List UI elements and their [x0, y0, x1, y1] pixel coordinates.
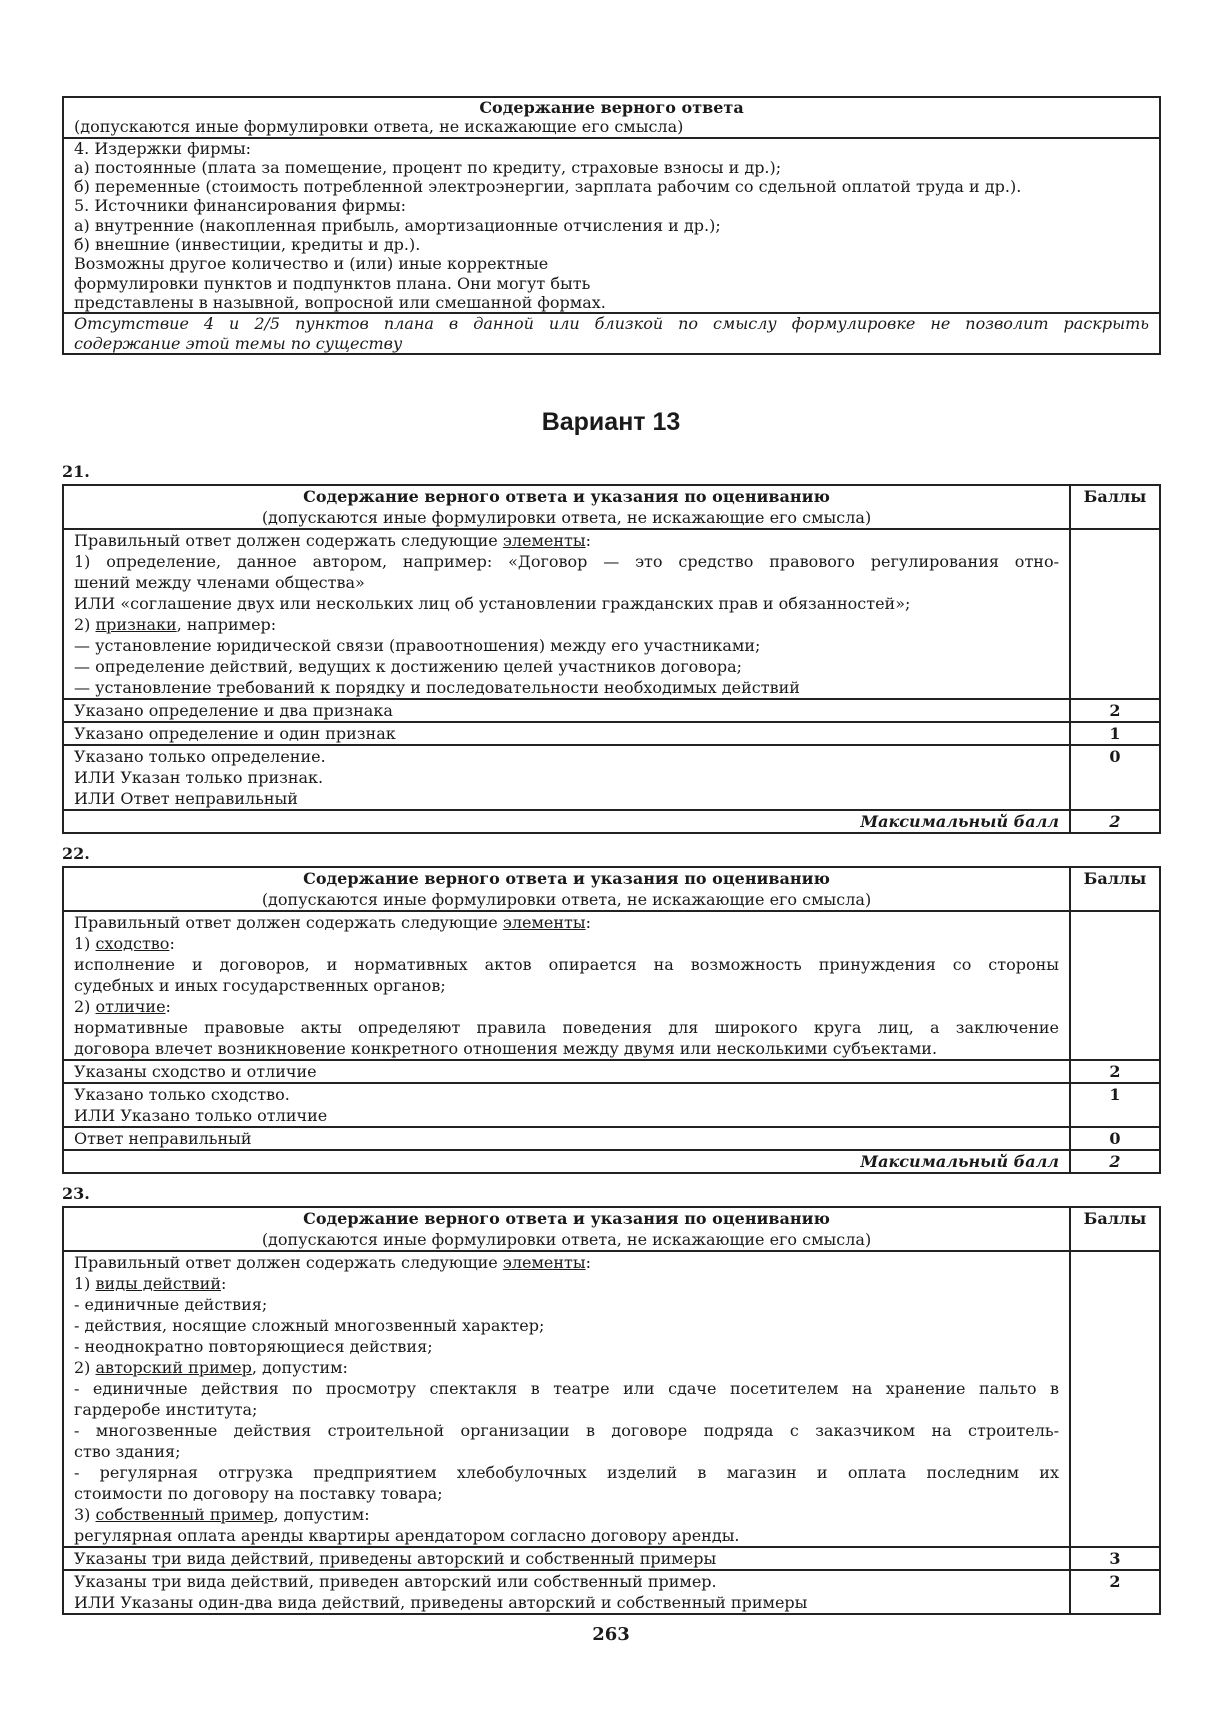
line-text: 2) [74, 1358, 96, 1377]
score-cell [1069, 1128, 1159, 1149]
content-row [64, 137, 1159, 313]
max-score-row [64, 809, 1159, 832]
header-subtitle: (допускаются иные формулировки ответа, не искажающие его смысла) [261, 890, 872, 909]
score-cell [1069, 1061, 1159, 1082]
score-cell [1069, 912, 1159, 1059]
score-value: 2 [1109, 1572, 1121, 1591]
text-line [74, 1525, 1059, 1546]
header-subtitle: (допускаются иные формулировки ответа, не искажающие его смысла) [261, 508, 872, 527]
question-table [62, 484, 1161, 834]
line-text: - единичные действия по просмотру спектакля в театре или сдаче посетителем на хранение пальто в [74, 1379, 1059, 1398]
text-line [74, 677, 1059, 698]
text-line: а) внутренние (накопленная прибыль, амортизационные отчисления и др.); [74, 215, 721, 235]
header-title: Содержание верного ответа и указания по оцениванию [303, 1209, 830, 1228]
max-label-cell [64, 1151, 1069, 1172]
score-cell [1069, 700, 1159, 721]
content-cell [64, 139, 1159, 313]
criterion-cell [64, 723, 1069, 744]
line-text: — установление требований к порядку и последовательности необходимых действий [74, 678, 800, 697]
max-score-value: 2 [1109, 1152, 1121, 1171]
text-line [74, 593, 1059, 614]
text-line [74, 1441, 1059, 1462]
text-line [74, 1252, 1059, 1273]
criterion-text: Указаны сходство и отличие [74, 1062, 317, 1081]
underlined-term: признаки [95, 615, 177, 634]
header-cell [64, 868, 1069, 910]
criterion-text: ИЛИ Указан только признак. [74, 768, 324, 787]
text-line [74, 1294, 1059, 1315]
text-line [74, 551, 1059, 572]
line-text: ство здания; [74, 1442, 181, 1461]
answer-table-top [62, 96, 1161, 355]
line-text: 1) [74, 934, 96, 953]
line-text: , например: [176, 615, 277, 634]
content-row [64, 1250, 1159, 1546]
header-cell [64, 486, 1069, 528]
note-row [64, 312, 1159, 353]
score-row [64, 744, 1159, 809]
criterion-cell [64, 1548, 1069, 1569]
text-line: б) внешние (инвестиции, кредиты и др.). [74, 235, 421, 255]
line-text: Правильный ответ должен содержать следующие [74, 531, 503, 550]
criterion-cell [64, 1084, 1069, 1126]
question-table [62, 866, 1161, 1174]
text-line: 4. Издержки фирмы: [74, 138, 252, 158]
text-line [74, 1357, 1059, 1378]
underlined-term: элементы [502, 531, 586, 550]
text-line [74, 1420, 1059, 1441]
header-title: Содержание верного ответа [479, 98, 744, 117]
line-text: - неоднократно повторяющиеся действия; [74, 1337, 433, 1356]
score-row [64, 1546, 1159, 1569]
criterion-text: Указано определение и один признак [74, 724, 396, 743]
text-line [74, 1336, 1059, 1357]
header-cell [64, 1208, 1069, 1250]
line-text: договора влечет возникновение конкретного отношения между двумя или несколькими субъектами. [74, 1039, 938, 1058]
table-header [64, 98, 1159, 137]
underlined-term: авторский пример [95, 1358, 252, 1377]
text-line [74, 530, 1059, 551]
criterion-cell [64, 700, 1069, 721]
score-value: 0 [1109, 747, 1121, 766]
text-line [74, 635, 1059, 656]
text-line [74, 996, 1059, 1017]
content-row [64, 910, 1159, 1059]
criterion-text: ИЛИ Указаны один-два вида действий, приведены авторский и собственный примеры [74, 1593, 808, 1612]
criterion-text: Указано только сходство. [74, 1085, 290, 1104]
criterion-text: Указано только определение. [74, 747, 326, 766]
criterion-cell [64, 1571, 1069, 1613]
text-line: Возможны другое количество и (или) иные корректные [74, 254, 549, 274]
question-number: 22. [62, 844, 90, 863]
score-value: 2 [1109, 1062, 1121, 1081]
underlined-term: собственный пример [95, 1505, 274, 1524]
underlined-term: элементы [502, 1253, 586, 1272]
underlined-term: сходство [95, 934, 170, 953]
criterion-text: ИЛИ Указано только отличие [74, 1106, 328, 1125]
criterion-text: Ответ неправильный [74, 1129, 252, 1148]
max-score-cell [1069, 1151, 1159, 1172]
question-number: 21. [62, 462, 90, 481]
underlined-term: виды действий [95, 1274, 221, 1293]
text-line [74, 1378, 1059, 1399]
line-text: , допустим: [273, 1505, 370, 1524]
score-value: 2 [1109, 701, 1121, 720]
text-line [74, 933, 1059, 954]
text-line [74, 656, 1059, 677]
score-row [64, 1126, 1159, 1149]
underlined-term: отличие [95, 997, 166, 1016]
line-text: : [585, 1253, 592, 1272]
note-cell [64, 314, 1159, 353]
variant-title: Вариант 13 [541, 408, 681, 436]
text-line: Отсутствие 4 и 2/5 пунктов плана в данной или близкой по смыслу формулировке не позволит раскрыть [74, 314, 1149, 334]
page-number: 263 [592, 1624, 630, 1645]
header-cell [64, 98, 1159, 137]
text-line [74, 912, 1059, 933]
score-cell [1069, 746, 1159, 809]
line-text: Правильный ответ должен содержать следующие [74, 1253, 503, 1272]
table-header [64, 868, 1159, 910]
text-line: б) переменные (стоимость потребленной электроэнергии, зарплата рабочим со сдельной оплатой труда и др.). [74, 177, 1022, 197]
text-line: содержание этой темы по существу [74, 333, 403, 353]
line-text: : [585, 531, 592, 550]
header-title: Содержание верного ответа и указания по оцениванию [303, 869, 830, 888]
line-text: — определение действий, ведущих к достижению целей участников договора; [74, 657, 743, 676]
text-line: представлены в назывной, вопросной или смешанной формах. [74, 292, 606, 312]
line-text: 1) определение, данное автором, например: «Договор — это средство правового регулирования отно- [74, 552, 1059, 571]
score-value: 3 [1109, 1549, 1121, 1568]
max-score-value: 2 [1109, 812, 1121, 831]
max-score-row [64, 1149, 1159, 1172]
underlined-term: элементы [502, 913, 586, 932]
header-subtitle: (допускаются иные формулировки ответа, не искажающие его смысла) [261, 1230, 872, 1249]
text-line: формулировки пунктов и подпунктов плана. Они могут быть [74, 273, 591, 293]
question-number: 23. [62, 1184, 90, 1203]
score-cell [1069, 1548, 1159, 1569]
line-text: , допустим: [251, 1358, 348, 1377]
criterion-cell [64, 1061, 1069, 1082]
text-line [74, 1462, 1059, 1483]
line-text: 3) [74, 1505, 96, 1524]
text-line [74, 1483, 1059, 1504]
line-text: - действия, носящие сложный многозвенный характер; [74, 1316, 545, 1335]
line-text: регулярная оплата аренды квартиры арендатором согласно договору аренды. [74, 1526, 740, 1545]
line-text: нормативные правовые акты определяют правила поведения для широкого круга лиц, а заключение [74, 1018, 1059, 1037]
criterion-cell [64, 1128, 1069, 1149]
question-table [62, 1206, 1161, 1615]
max-label-cell [64, 811, 1069, 832]
score-cell [1069, 530, 1159, 698]
criterion-text: ИЛИ Ответ неправильный [74, 789, 298, 808]
text-line [74, 1315, 1059, 1336]
score-cell [1069, 723, 1159, 744]
table-header [64, 1208, 1159, 1250]
score-header-cell [1069, 1208, 1159, 1250]
score-header: Баллы [1083, 487, 1147, 506]
score-row [64, 1059, 1159, 1082]
criterion-cell [64, 746, 1069, 809]
line-text: : [221, 1274, 227, 1293]
score-value: 1 [1109, 1085, 1121, 1104]
score-row [64, 1082, 1159, 1126]
criterion-text: Указано определение и два признака [74, 701, 393, 720]
content-cell [64, 912, 1069, 1059]
line-text: стоимости по договору на поставку товара; [74, 1484, 443, 1503]
score-cell [1069, 1571, 1159, 1613]
line-text: - многозвенные действия строительной организации в договоре подряда с заказчиком на строитель- [74, 1421, 1059, 1440]
text-line [74, 1399, 1059, 1420]
header-title: Содержание верного ответа и указания по оцениванию [303, 487, 830, 506]
score-header: Баллы [1083, 869, 1147, 888]
questions [0, 460, 1222, 1647]
line-text: : [585, 913, 592, 932]
score-value: 1 [1109, 724, 1121, 743]
line-text: судебных и иных государственных органов; [74, 976, 446, 995]
line-text: шений между членами общества» [74, 573, 365, 592]
line-text: : [165, 997, 171, 1016]
content-row [64, 528, 1159, 698]
text-line [74, 1038, 1059, 1059]
line-text: : [169, 934, 175, 953]
line-text: 2) [74, 997, 96, 1016]
score-header-cell [1069, 868, 1159, 910]
line-text: - регулярная отгрузка предприятием хлебобулочных изделий в магазин и оплата последним их [74, 1463, 1059, 1482]
score-header: Баллы [1083, 1209, 1147, 1228]
criterion-text: Указаны три вида действий, приведены авторский и собственный примеры [74, 1549, 717, 1568]
max-score-label: Максимальный балл [860, 812, 1059, 831]
line-text: 1) [74, 1274, 96, 1293]
text-line: а) постоянные (плата за помещение, процент по кредиту, страховые взносы и др.); [74, 157, 782, 177]
content-cell [64, 530, 1069, 698]
text-line [74, 1017, 1059, 1038]
max-score-cell [1069, 811, 1159, 832]
text-line [74, 572, 1059, 593]
text-line: 5. Источники финансирования фирмы: [74, 196, 407, 216]
text-line [74, 975, 1059, 996]
line-text: 2) [74, 615, 96, 634]
text-line [74, 954, 1059, 975]
table-header [64, 486, 1159, 528]
score-row [64, 698, 1159, 721]
max-score-label: Максимальный балл [860, 1152, 1059, 1171]
text-line [74, 1273, 1059, 1294]
line-text: Правильный ответ должен содержать следующие [74, 913, 503, 932]
score-row [64, 1569, 1159, 1613]
score-row [64, 721, 1159, 744]
content-cell [64, 1252, 1069, 1546]
score-header-cell [1069, 486, 1159, 528]
criterion-text: Указаны три вида действий, приведен авторский или собственный пример. [74, 1572, 717, 1591]
line-text: исполнение и договоров, и нормативных актов опирается на возможность принуждения со стороны [74, 955, 1059, 974]
line-text: - единичные действия; [74, 1295, 268, 1314]
line-text: — установление юридической связи (правоотношения) между его участниками; [74, 636, 761, 655]
text-line [74, 614, 1059, 635]
header-subtitle: (допускаются иные формулировки ответа, не искажающие его смысла) [74, 117, 684, 137]
line-text: ИЛИ «соглашение двух или нескольких лиц об установлении гражданских прав и обязанностей»; [74, 594, 911, 613]
score-cell [1069, 1252, 1159, 1546]
text-line [74, 1504, 1059, 1525]
score-cell [1069, 1084, 1159, 1126]
line-text: гардеробе института; [74, 1400, 258, 1419]
score-value: 0 [1109, 1129, 1121, 1148]
